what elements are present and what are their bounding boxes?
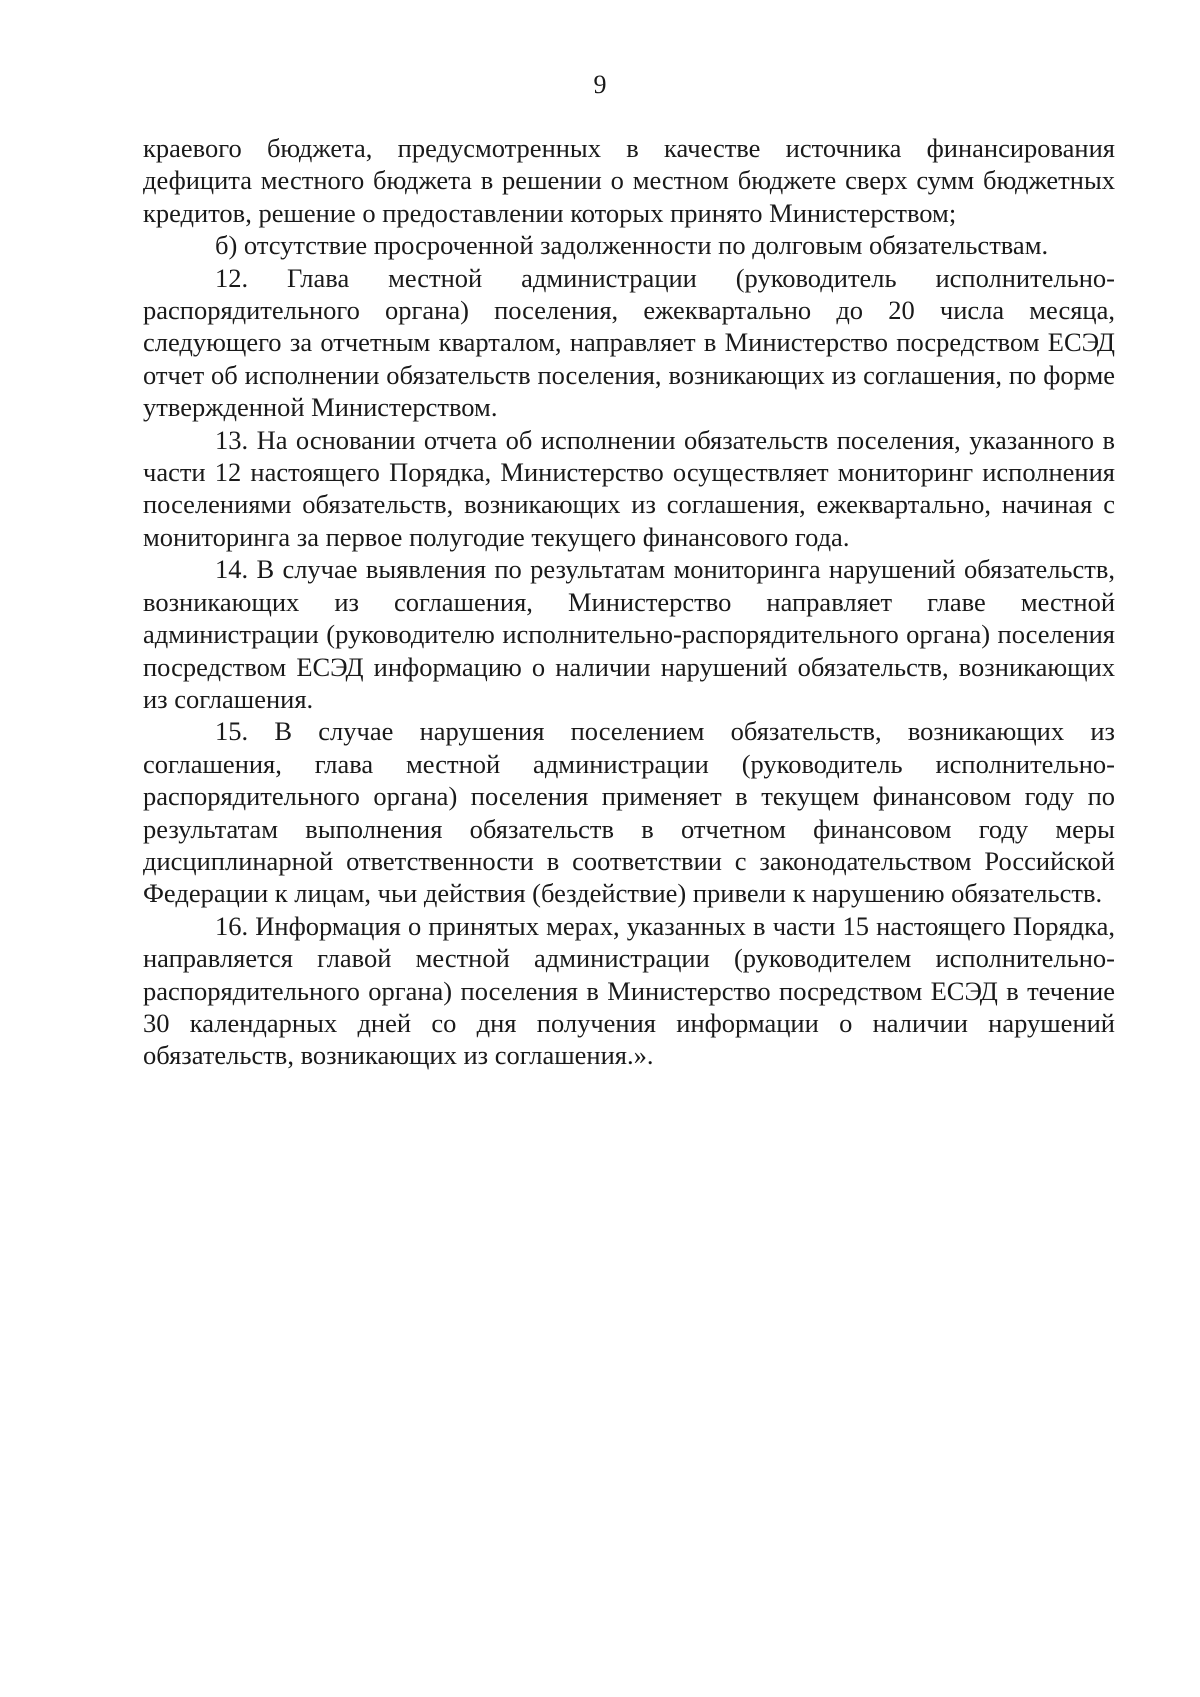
paragraph-item-16: 16. Информация о принятых мерах, указанных в части 15 настоящего Порядка, направляется главой местной администрации (руководителем исполнительно-распорядительного органа) поселения в Министерство посредством ЕСЭД в течение 30 календарных дней со дня получения информации о наличии нарушений обязательств, возникающих из соглашения.». — [143, 910, 1115, 1071]
paragraph-continuation: краевого бюджета, предусмотренных в качестве источника финансирования дефицита местного бюджета в решении о местном бюджете сверх сумм бюджетных кредитов, решение о предоставлении которых принято Министерством; — [143, 133, 1115, 228]
body-text — [143, 132, 1115, 1072]
paragraph-item-13: 13. На основании отчета об исполнении обязательств поселения, указанного в части 12 настоящего Порядка, Министерство осуществляет мониторинг исполнения поселениями обязательств, возникающих из соглашения, ежеквартально, начиная с мониторинга за первое полугодие текущего финансового года. — [143, 424, 1115, 552]
paragraph-item-b: б) отсутствие просроченной задолженности по долговым обязательствам. — [215, 230, 1049, 261]
paragraph-item-15: 15. В случае нарушения поселением обязательств, возникающих из соглашения, глава местной администрации (руководитель исполнительно-распорядительного органа) поселения применяет в текущем финансовом году по результатам выполнения обязательств в отчетном финансовом году меры дисциплинарной ответственности в соответствии с законодательством Российской Федерации к лицам, чьи действия (бездействие) привели к нарушению обязательств. — [143, 716, 1115, 909]
page-number: 9 — [593, 70, 607, 99]
paragraph-item-14: 14. В случае выявления по результатам мониторинга нарушений обязательств, возникающих из соглашения, Министерство направляет главе местной администрации (руководителю исполнительно-распорядительного органа) поселения посредством ЕСЭД информацию о наличии нарушений обязательств, возникающих из соглашения. — [143, 554, 1115, 714]
paragraph-item-12: 12. Глава местной администрации (руководитель исполнительно-распорядительного органа) поселения, ежеквартально до 20 числа месяца, следующего за отчетным кварталом, направляет в Министерство посредством ЕСЭД отчет об исполнении обязательств поселения, возникающих из соглашения, по форме утвержденной Министерством. — [143, 262, 1115, 423]
